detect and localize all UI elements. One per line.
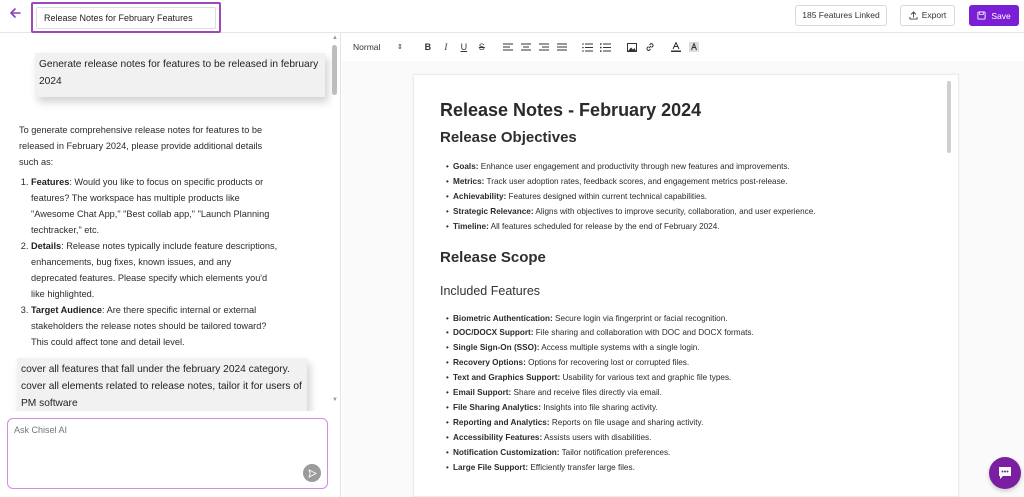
list-item-text: : Release notes typically include feature descriptions, enhancements, bug fixes, known issues, and any deprecated features. Please specify which elements you'd like highlighted. <box>31 241 278 299</box>
list-item <box>440 401 930 416</box>
formatting-toolbar <box>342 33 1024 61</box>
top-bar <box>0 0 1024 33</box>
list-item <box>440 205 930 220</box>
align-right-icon[interactable] <box>537 39 551 55</box>
item-text: Insights into file sharing activity. <box>540 402 658 412</box>
item-text: Track user adoption rates, feedback scores, and engagement metrics post-release. <box>484 176 788 186</box>
chat-history <box>0 33 341 411</box>
list-item <box>440 341 930 356</box>
document-heading: Release Notes - February 2024 <box>440 100 702 120</box>
item-text: Features designed within current technical capabilities. <box>506 191 707 201</box>
document-content[interactable] <box>440 99 930 476</box>
scroll-up-icon[interactable]: ▲ <box>332 35 338 41</box>
export-label: Export <box>921 10 947 20</box>
item-label: Biometric Authentication: <box>453 313 553 323</box>
bullet-list-icon[interactable] <box>599 39 613 55</box>
scroll-down-icon[interactable]: ▼ <box>332 397 338 403</box>
item-label: Text and Graphics Support: <box>453 373 561 383</box>
item-text: Enhance user engagement and productivity through new features and improvements. <box>478 162 790 171</box>
item-text: All features scheduled for release by the end of February 2024. <box>488 221 720 231</box>
underline-button[interactable]: U <box>460 42 468 52</box>
export-button[interactable] <box>900 5 955 26</box>
editor-panel <box>342 33 1024 497</box>
list-item <box>440 356 930 371</box>
align-left-icon[interactable] <box>501 39 515 55</box>
list-item-text: : Would you like to focus on specific products or features? The workspace has multiple products like "Awesome Chat App," "Best collab app," "Launch Planning techtracker," etc. <box>31 177 270 235</box>
italic-button[interactable]: I <box>444 42 448 52</box>
list-item <box>440 446 930 461</box>
list-item <box>31 302 279 350</box>
list-item <box>440 461 930 476</box>
list-item <box>440 416 930 431</box>
chat-bubble-icon <box>997 465 1013 481</box>
list-item <box>440 160 930 175</box>
item-label: Metrics: <box>453 176 485 186</box>
list-item <box>31 238 279 302</box>
align-justify-icon[interactable] <box>555 39 569 55</box>
item-label: Reporting and Analytics: <box>453 417 550 427</box>
text-style-value: Normal <box>353 42 381 52</box>
image-icon[interactable] <box>625 39 639 55</box>
save-button[interactable] <box>969 5 1019 26</box>
item-label: Large File Support: <box>453 462 529 472</box>
item-label: Notification Customization: <box>453 447 560 457</box>
item-label: Goals: <box>453 162 479 171</box>
objectives-list <box>440 160 930 235</box>
item-label: Accessibility Features: <box>453 432 543 442</box>
send-icon <box>308 469 317 478</box>
item-label: File Sharing Analytics: <box>453 402 541 412</box>
document-title-input[interactable] <box>36 7 216 29</box>
save-label: Save <box>991 10 1011 21</box>
item-label: DOC/DOCX Support: <box>453 328 534 338</box>
upload-icon <box>909 11 918 20</box>
item-text: File sharing and collaboration with DOC and DOCX formats. <box>533 328 754 338</box>
item-label: Email Support: <box>453 388 512 398</box>
item-label: Single Sign-On (SSO): <box>453 343 540 353</box>
back-arrow-icon[interactable] <box>6 6 24 24</box>
item-text: Efficiently transfer large files. <box>528 462 635 472</box>
item-text: Aligns with objectives to improve security, collaboration, and user experience. <box>533 206 816 216</box>
list-item <box>31 174 279 238</box>
assistant-message <box>19 122 279 350</box>
link-icon[interactable] <box>643 39 657 55</box>
save-icon <box>977 11 986 20</box>
features-linked-button[interactable]: 185 Features Linked <box>795 5 887 26</box>
assistant-list <box>19 174 279 350</box>
document-scrollbar-thumb[interactable] <box>947 81 951 153</box>
item-text: Options for recovering lost or corrupted files. <box>525 358 690 368</box>
item-text: Secure login via fingerprint or facial recognition. <box>552 313 728 323</box>
support-chat-button[interactable] <box>989 457 1021 489</box>
list-item-title: Features <box>31 177 70 187</box>
strikethrough-button[interactable]: S <box>478 42 485 52</box>
list-item <box>440 371 930 386</box>
item-label: Timeline: <box>453 221 489 231</box>
assistant-intro: To generate comprehensive release notes for features to be released in February 2024, please provide additional details such as: <box>19 125 263 167</box>
chat-panel <box>0 33 341 497</box>
text-style-select[interactable] <box>353 39 403 55</box>
section-heading-scope: Release Scope <box>440 248 546 266</box>
list-item <box>440 190 930 205</box>
section-heading-objectives: Release Objectives <box>440 129 577 146</box>
list-item-title: Target Audience <box>31 305 102 315</box>
list-item-title: Details <box>31 241 62 251</box>
item-text: Tailor notification preferences. <box>559 447 671 457</box>
list-item <box>440 312 930 327</box>
list-item <box>440 175 930 190</box>
chat-scrollbar[interactable] <box>332 35 338 405</box>
item-text: Share and receive files directly via email. <box>511 388 662 398</box>
scrollbar-thumb[interactable] <box>332 45 337 95</box>
features-list <box>440 312 930 476</box>
chat-input-box[interactable] <box>7 418 328 489</box>
send-button[interactable] <box>303 464 321 482</box>
item-text: Access multiple systems with a single login. <box>539 343 700 353</box>
item-text: Reports on file usage and sharing activity. <box>549 417 704 427</box>
list-item <box>440 326 930 341</box>
item-text: Usability for various text and graphic file types. <box>560 373 732 383</box>
text-color-icon[interactable] <box>669 39 683 55</box>
item-text: Assists users with disabilities. <box>542 432 652 442</box>
list-item <box>440 386 930 401</box>
ordered-list-icon[interactable] <box>581 39 595 55</box>
align-center-icon[interactable] <box>519 39 533 55</box>
item-label: Achievability: <box>453 191 507 201</box>
item-label: Strategic Relevance: <box>453 206 534 216</box>
bold-button[interactable]: B <box>424 42 432 52</box>
ask-ai-input[interactable] <box>14 425 294 435</box>
title-highlight-box <box>31 2 221 33</box>
list-item <box>440 220 930 235</box>
subsection-heading-included: Included Features <box>440 283 541 298</box>
select-arrows-icon: ⇕ <box>396 44 403 51</box>
list-item-text: : Are there specific internal or external stakeholders the release notes should be tailored toward? This could affect tone and detail level. <box>31 305 267 347</box>
item-label: Recovery Options: <box>453 358 526 368</box>
list-item <box>440 431 930 446</box>
user-message: Generate release notes for features to be released in february 2024 <box>35 53 325 97</box>
user-message: cover all features that fall under the february 2024 category. cover all elements related to release notes, tailor it for users of PM software <box>17 358 307 411</box>
highlight-color-icon[interactable] <box>687 39 701 55</box>
document-page[interactable] <box>413 74 959 497</box>
